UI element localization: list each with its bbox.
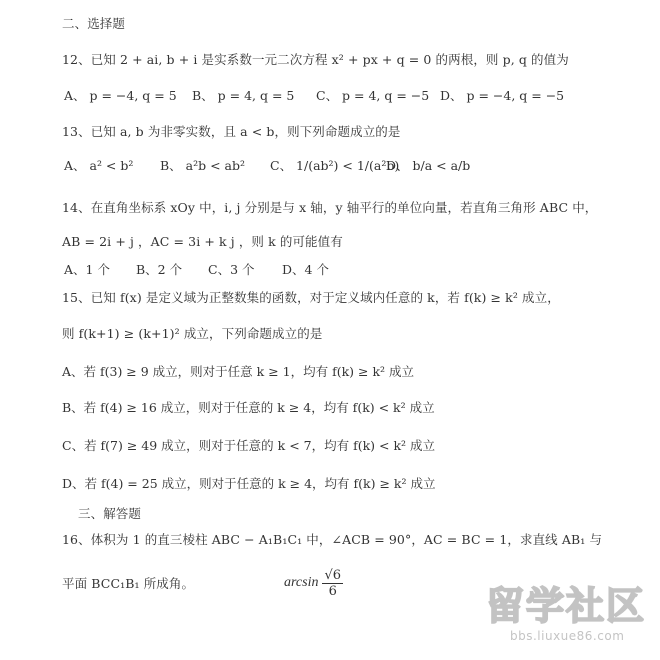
question-13-option-c: C、 1/(ab²) < 1/(a²b) xyxy=(270,158,400,173)
question-15-option-b: B、若 f(4) ≥ 16 成立，则对于任意的 k ≥ 4，均有 f(k) < k² 成立 xyxy=(62,400,435,415)
question-14-option-a: A、1 个 xyxy=(64,262,110,277)
watermark-url: bbs.liuxue86.com xyxy=(510,629,625,643)
question-14-stem-line2: AB = 2i + j ，AC = 3i + k j ，则 k 的可能值有 xyxy=(62,234,343,249)
question-15-option-a: A、若 f(3) ≥ 9 成立，则对于任意 k ≥ 1，均有 f(k) ≥ k² 成立 xyxy=(62,364,415,379)
question-16-stem-line1: 16、体积为 1 的直三棱柱 ABC − A₁B₁C₁ 中，∠ACB = 90°，AC = BC = 1，求直线 AB₁ 与 xyxy=(62,532,603,547)
question-12-option-c: C、 p = 4, q = −5 xyxy=(316,88,430,103)
answer-fraction xyxy=(322,568,343,599)
question-13-option-a: A、 a² < b² xyxy=(64,158,134,173)
question-14-option-d: D、4 个 xyxy=(282,262,329,277)
site-watermark xyxy=(486,585,652,655)
question-14-option-b: B、2 个 xyxy=(136,262,183,277)
question-16-answer xyxy=(284,563,364,603)
question-13-stem: 13、已知 a, b 为非零实数，且 a < b，则下列命题成立的是 xyxy=(62,124,401,139)
question-12-option-a: A、 p = −4, q = 5 xyxy=(64,88,177,103)
question-15-option-d: D、若 f(4) = 25 成立，则对于任意的 k ≥ 4，均有 f(k) ≥ k² 成立 xyxy=(62,476,436,491)
question-15-option-c: C、若 f(7) ≥ 49 成立，则对于任意的 k < 7，均有 f(k) < k² 成立 xyxy=(62,438,435,453)
question-13-option-d: D、 b/a < a/b xyxy=(386,158,471,173)
answer-denominator: 6 xyxy=(328,583,337,599)
question-13-option-b: B、 a²b < ab² xyxy=(160,158,246,173)
question-14-stem-line1: 14、在直角坐标系 xOy 中，i, j 分别是与 x 轴，y 轴平行的单位向量，若直角三角形 ABC 中， xyxy=(62,200,598,215)
question-15-stem-line1: 15、已知 f(x) 是定义域为正整数集的函数，对于定义域内任意的 k，若 f(k) ≥ k² 成立， xyxy=(62,290,560,305)
answer-function: arcsin xyxy=(284,575,319,590)
question-12-option-b: B、 p = 4, q = 5 xyxy=(192,88,295,103)
question-12-stem: 12、已知 2 + ai, b + i 是实系数一元二次方程 x² + px + q = 0 的两根，则 p, q 的值为 xyxy=(62,52,569,67)
section-heading-choice: 二、选择题 xyxy=(62,16,126,31)
watermark-logo-text: 留学社区 xyxy=(486,584,647,628)
question-14-option-c: C、3 个 xyxy=(208,262,255,277)
answer-numerator: √6 xyxy=(324,567,342,583)
question-12-option-d: D、 p = −4, q = −5 xyxy=(440,88,565,103)
question-16-stem-line2: 平面 BCC₁B₁ 所成角。 xyxy=(62,576,195,591)
section-heading-answer: 三、解答题 xyxy=(78,506,142,521)
question-15-stem-line2: 则 f(k+1) ≥ (k+1)² 成立，下列命题成立的是 xyxy=(62,326,323,341)
